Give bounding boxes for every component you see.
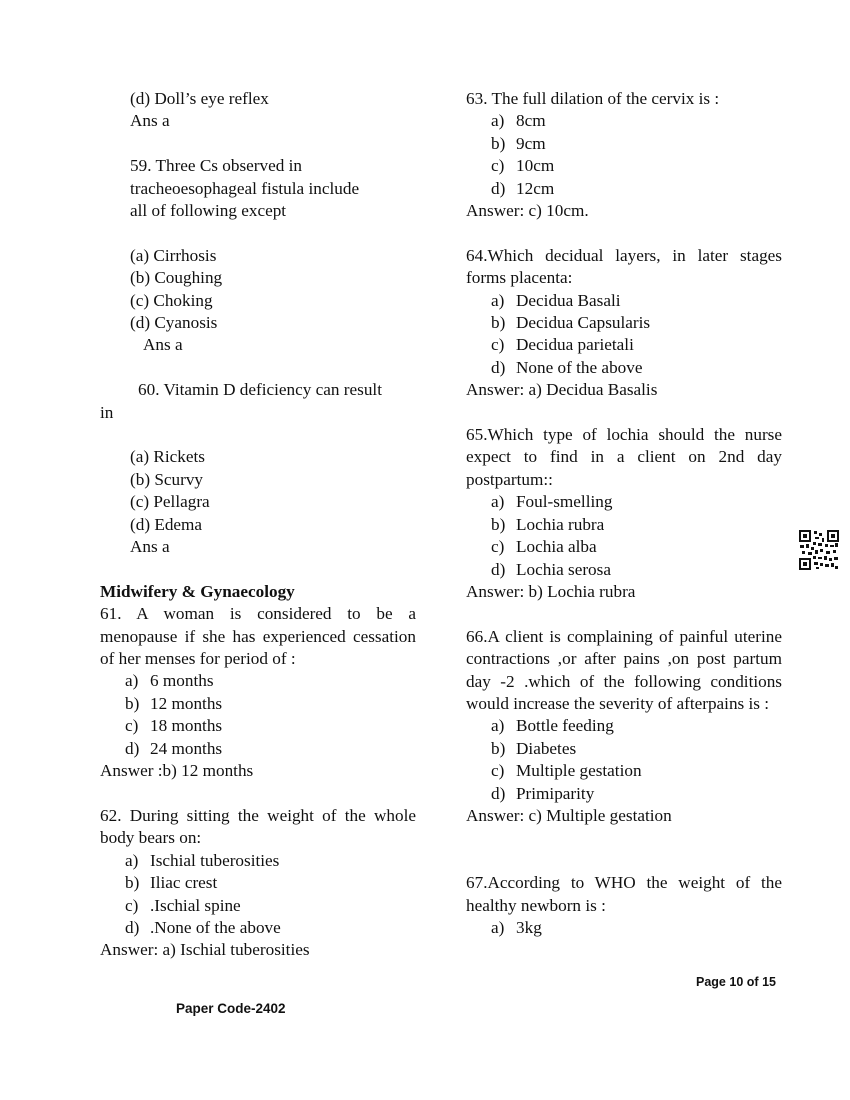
q64-answer: Answer: a) Decidua Basalis <box>466 380 658 400</box>
paper-code: Paper Code-2402 <box>176 1001 286 1016</box>
q59-line: all of following except <box>130 201 287 221</box>
q66-answer: Answer: c) Multiple gestation <box>466 805 672 825</box>
q66-option: a) Bottle feeding <box>491 716 614 736</box>
q64-option: c) Decidua parietali <box>491 335 634 355</box>
q65-option: a) Foul-smelling <box>491 492 613 512</box>
q62-answer: Answer: a) Ischial tuberosities <box>100 940 310 960</box>
q60-question: 60. Vitamin D deficiency can result <box>138 380 382 400</box>
q65-option: c) Lochia alba <box>491 537 597 557</box>
q67-option: a) 3kg <box>491 917 542 937</box>
q65-question: 65.Which type of lochia should the nurse expect to find in a client on 2nd day postpartum:: <box>466 425 782 489</box>
q62-question: 62. During sitting the weight of the whole body bears on: <box>100 805 416 848</box>
qr-code-icon <box>799 530 839 570</box>
q66-question: 66.A client is complaining of painful uterine contractions ,or after pains ,on post partum day -2 .which of the following conditions would increase the severity of afterpains is : <box>466 626 782 713</box>
q63-question: 63. The full dilation of the cervix is : <box>466 89 720 108</box>
q63-option: d) 12cm <box>491 178 555 198</box>
q65-option: b) Lochia rubra <box>491 514 605 534</box>
q64-option: d) None of the above <box>491 357 643 377</box>
q60-option: (b) Scurvy <box>130 469 204 489</box>
q66-option: b) Diabetes <box>491 738 577 758</box>
q60-question-continued: in <box>100 402 114 422</box>
q63-option: c) 10cm <box>491 156 555 176</box>
q62-option: a) Ischial tuberosities <box>125 850 280 870</box>
left-column <box>100 88 416 962</box>
q59-line: tracheoesophageal fistula include <box>130 178 360 198</box>
right-column <box>466 88 782 939</box>
q59-option: (b) Coughing <box>130 268 223 288</box>
q60-option: (c) Pellagra <box>130 492 210 512</box>
q61-option: b) 12 months <box>125 693 223 713</box>
q60-answer: Ans a <box>130 537 170 557</box>
q64-question: 64.Which decidual layers, in later stages forms placenta: <box>466 245 782 288</box>
q63-option: a) 8cm <box>491 111 546 131</box>
q60-option: (a) Rickets <box>130 447 205 467</box>
q61-option: d) 24 months <box>125 738 223 758</box>
q66-option: c) Multiple gestation <box>491 761 642 781</box>
q64-option: b) Decidua Capsularis <box>491 313 651 333</box>
q67-question: 67.According to WHO the weight of the healthy newborn is : <box>466 873 782 915</box>
q59-option: (c) Choking <box>130 290 213 310</box>
q59-answer: Ans a <box>143 335 183 355</box>
q61-answer: Answer :b) 12 months <box>100 761 254 781</box>
q66-option: d) Primiparity <box>491 783 595 803</box>
q64-option: a) Decidua Basali <box>491 290 621 310</box>
q61-question: 61. A woman is considered to be a menopause if she has experienced cessation of her menses for period of : <box>100 604 416 669</box>
q58-option-d: (d) Doll’s eye reflex <box>130 89 269 108</box>
q61-option: c) 18 months <box>125 716 223 736</box>
q62-option: d) .None of the above <box>125 917 281 937</box>
q65-option: d) Lochia serosa <box>491 559 611 579</box>
page-number: Page 10 of 15 <box>696 975 776 989</box>
q59-option: (d) Cyanosis <box>130 313 218 333</box>
q63-option: b) 9cm <box>491 133 546 153</box>
q61-option: a) 6 months <box>125 671 214 691</box>
q65-answer: Answer: b) Lochia rubra <box>466 581 636 601</box>
q58-answer: Ans a <box>130 111 170 131</box>
q63-answer: Answer: c) 10cm. <box>466 201 589 221</box>
q60-option: (d) Edema <box>130 514 203 534</box>
q59-line: 59. Three Cs observed in <box>130 156 303 176</box>
q62-option: c) .Ischial spine <box>125 895 241 915</box>
section-title: Midwifery & Gynaecology <box>100 581 295 601</box>
q62-option: b) Iliac crest <box>125 873 218 893</box>
q59-option: (a) Cirrhosis <box>130 245 217 265</box>
